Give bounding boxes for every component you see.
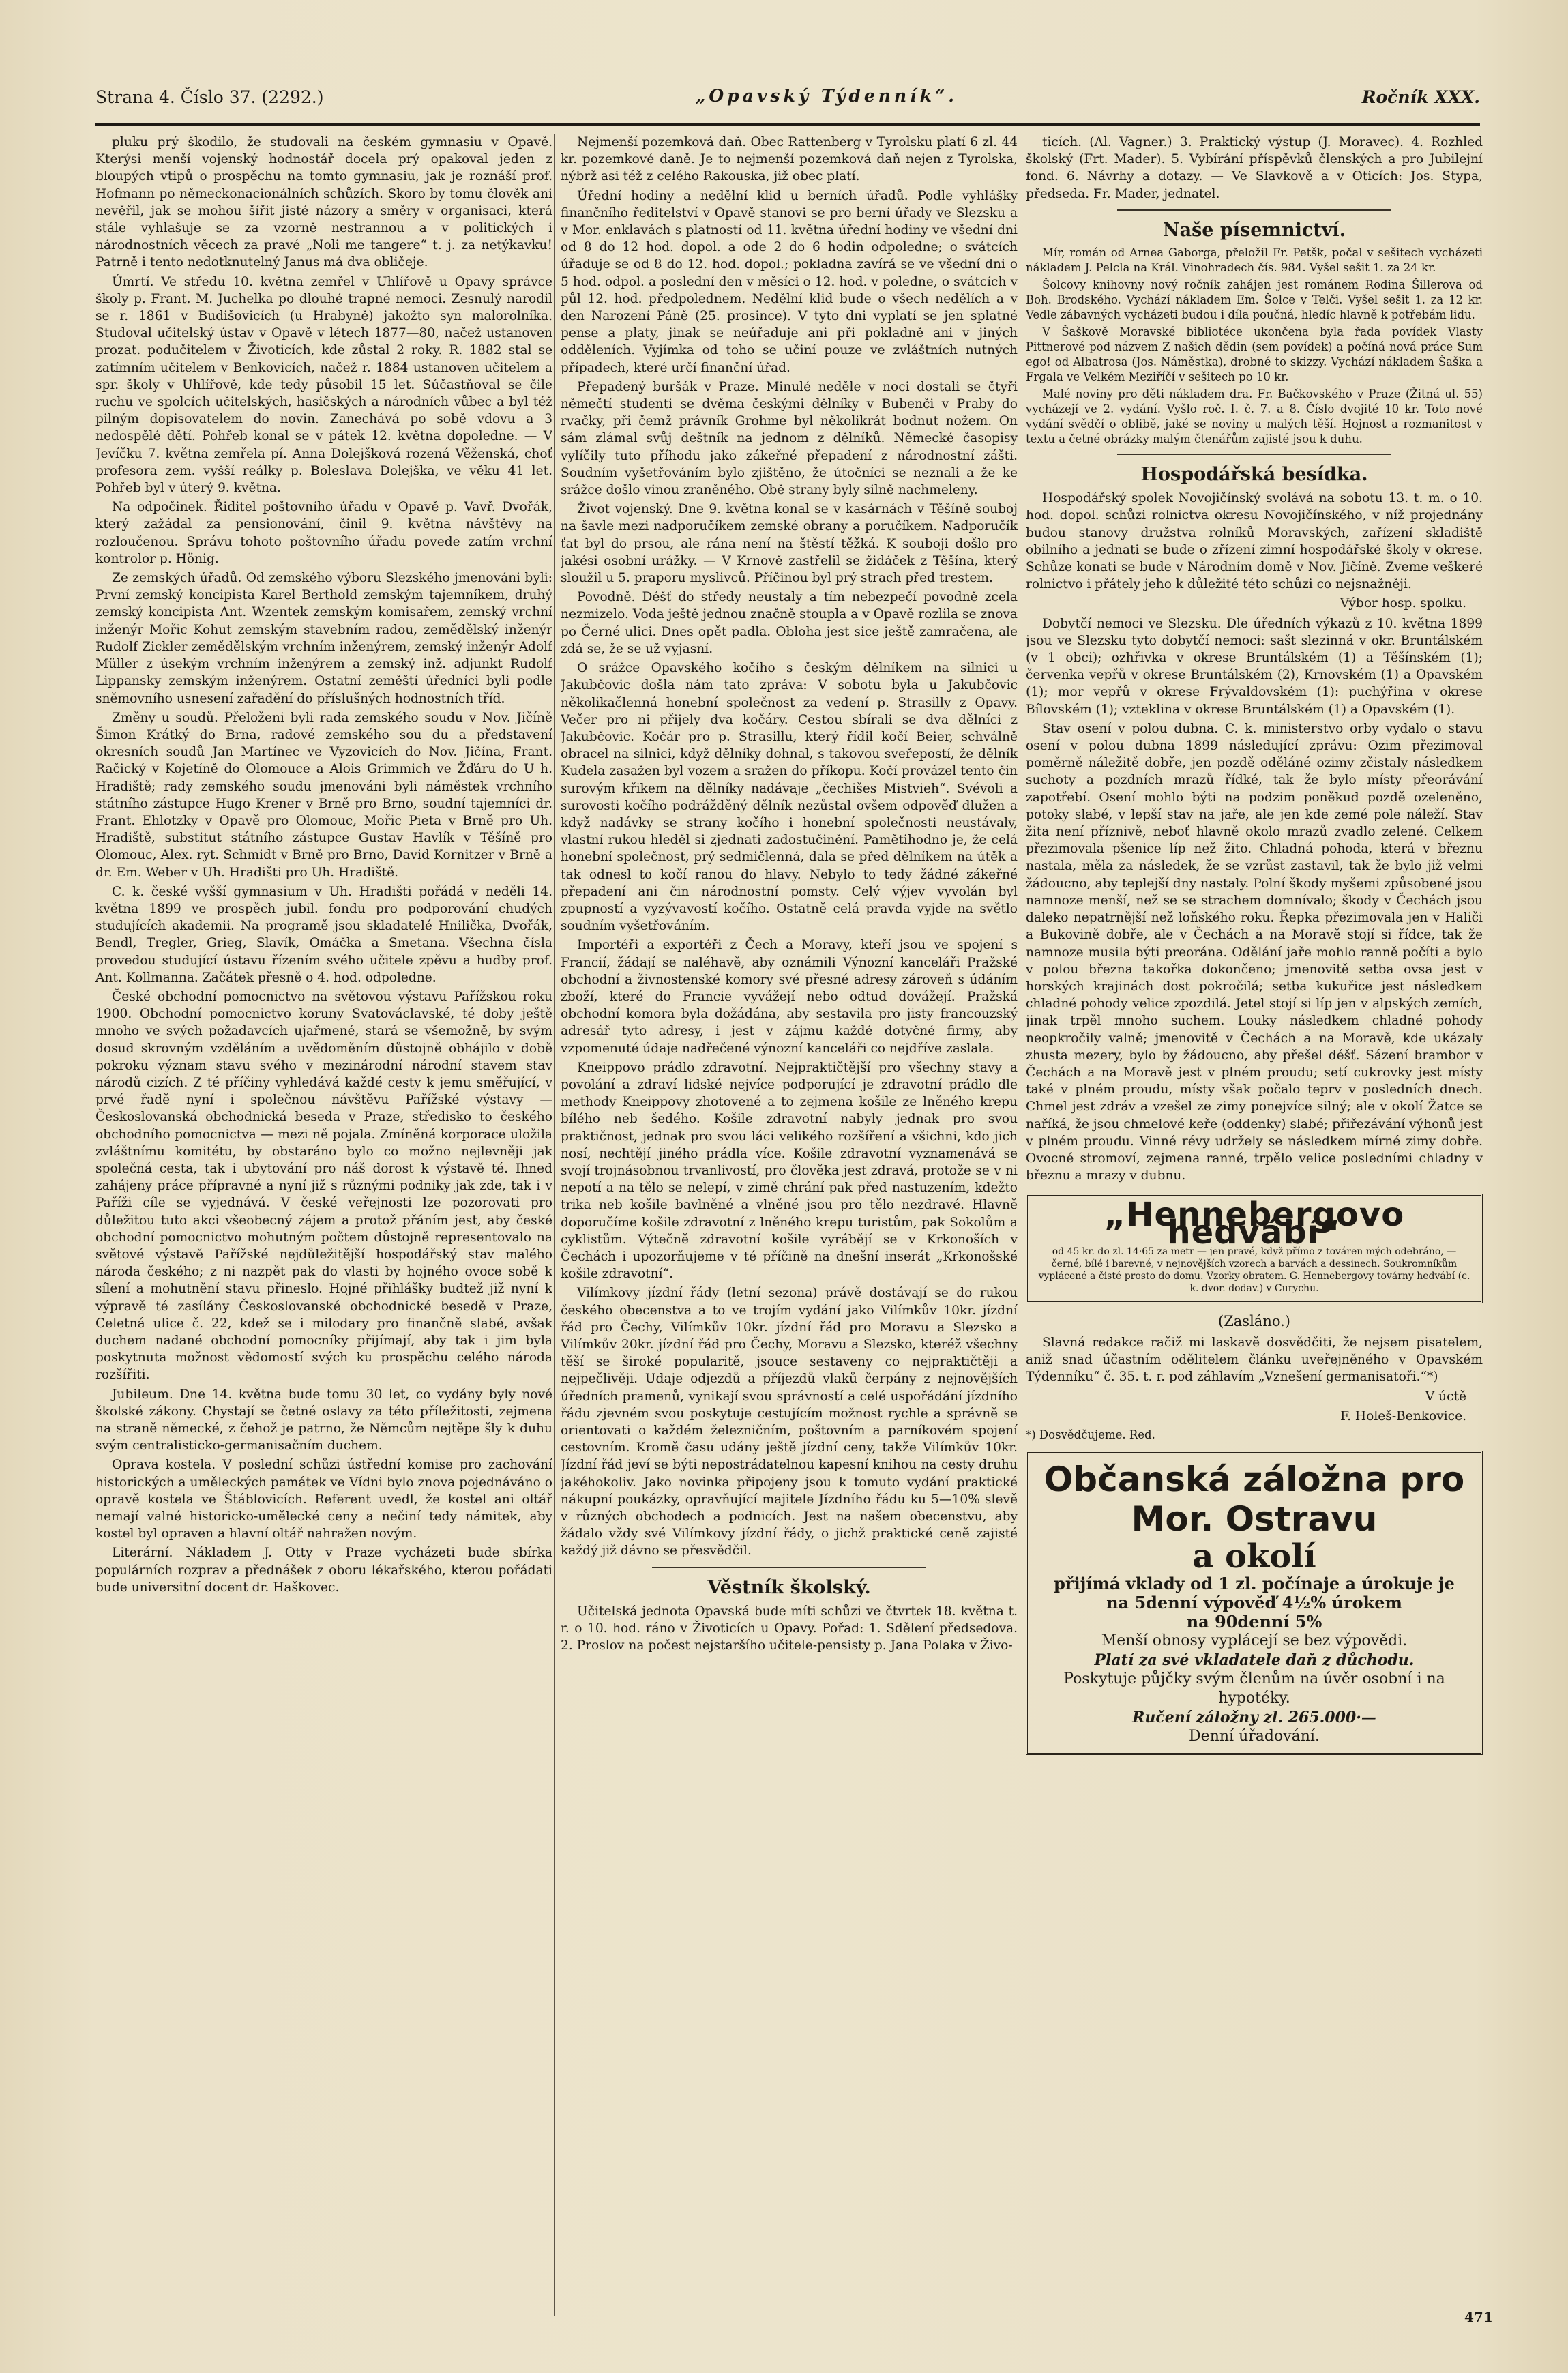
ad-zalozna-line: Ručení záložny zl. 265.000·— (1132, 1708, 1376, 1726)
review-item: Mír, román od Arnea Gaborga, přeložil Fr. Petšk, počal v sešitech vycházeti nákladem J. Pelcla na Král. Vinohradech čís. 984. Vyšel sešit 1. za 24 kr. (1026, 246, 1483, 275)
section-title-hospodarska: Hospodářská besídka. (1140, 464, 1368, 486)
ad-zalozna-line: Platí za své vkladatele daň z důchodu. (1094, 1651, 1415, 1669)
ad-zalozna-subtitle: a okolí (1192, 1537, 1316, 1576)
ad-text: od 45 kr. do zl. 14·65 za metr — jen pravé, když přímo z továren mých odebráno, — černé, bílé i barevné, v nejnovějších vzorech a barvách a dessinech. Soukromníkům vyplácené a čisté prosto do domu. Vzorky obratem. G. Hennebergovy továrny hedvábí (c. k. dvor. dodav.) v Curychu. (1038, 1246, 1470, 1294)
section-title-pisemnictvi: Naše písemnictví. (1162, 219, 1346, 241)
article-kneipp: Kneippovo prádlo zdravotní. Nejpraktičtější pro všechny stavy a povolání a zdraví lidské nejvíce podporující je zdravotní prádlo dle methody Kneippovy zhotovené a to zejmena košile ze lněného krepu bílého neb šedého. Košile zdravotní nabyly jednak pro svou praktičnost, jednak pro svou láci velikého rozšíření a všichni, kdo jich nosí, nechtějí jiného prádla více. Košile zdravotní vyznamenává se svojí trojnásobnou trvanlivostí, pro člověka jest zdravá, protože se v ni nepotí a na tělo se nelepí, v zimě chrání pak před nastuzením, kdežto trika neb košile bavlněné a vlněné jsou pro tělo nezdravé. Hlavně doporučíme košile zdravotní z lněného krepu turistům, pak Sokolům a cyklistům. Výtečně zdravotní košile vyrábějí se v Krkonoších v Čechách i upozorňujeme v té příčině na dnešní inserát „Krkonošské košile zdravotní“. (561, 1060, 1018, 1282)
article-zemske-urady: Ze zemských úřadů. Od zemského výboru Slezského jmenováni byli: První zemský koncipista Karel Berthold zemským tajemníkem, druhý zemský koncipista Ant. Wzentek zemským komisařem, zemský vrchní inženýr Mořic Kohut zemským stavebním radou, zemědělský inženýr Rudolf Zickler zemědělským vrchním inženýrem, zemský inženýr Adolf Müller z úsekým vrchním inženýrem a zemský inž. adjunkt Rudolf Lippansky zemským inženýrem. Ostatní zeměští úředníci byli podle sněmovního usnesení zařadění do příslušných hodnostních tříd. (95, 571, 552, 706)
header-volume: Ročník XXX. (1361, 87, 1480, 107)
zaslano-signature: F. Holeš-Benkovice. (1340, 1409, 1466, 1424)
article-hosp-spolek: Hospodářský spolek Novojičínský svolává na sobotu 13. t. m. o 10. hod. dopol. schůzi rolnictva okresu Novojičínského, v níž projednány budou stanovy družstva rolníků Moravských, zařízení skladiště obilního a jednati se bude o zřízení zimní hospodářské školy v okrese. Schůze konati se bude v Národním domě v Nov. Jičíně. Zveme veškeré rolnictvo i přátely jeho k důležité této schůzi co nejsnažněji. (1026, 491, 1483, 592)
article-obchodni-pomocnictvo: České obchodní pomocnictvo na světovou výstavu Pařížskou roku 1900. Obchodní pomocnictvo koruny Svatováclavské, té doby ještě mnoho ve svých požadavcích ujařmené, stará se všemožně, by svým dosud skrovným vzděláním a uvědoměním důstojně obhájilo v době pokroku význam stavu svého v mezinárodní národní stavem stav národů cizích. Z té příčiny vyhledává každé cesty k jemu směřující, v prvé řadě nyní i společnou návštěvu Pařížské výstavy — Českoslovanská obchodnická beseda v Praze, středisko to českého obchodního pomocnictva — mezi ně pojala. Zmíněná korporace uložila zvláštnímu komitétu, by obstaráno bylo co možno nejlevněji jak společná cesta, tak i ubytování pro náš dorost k výstavě té. Ihned zahájeny práce přípravné a nyní již s různými podniky jak zde, tak i v Paříži cíle se vyjednává. V české veřejnosti lze pozorovati pro důležitou tuto akci všeobecný zájem a protož přáním jest, aby české obchodní pomocnictvo mohutným počtem důstojně representovalo na světové výstavě Pařížské nejdůležitější hospodářský stav malého národa českého; z ni nazpět pak do vlasti by hojného ovoce sobě k sílení a mohutnění stavu přineslo. Hojné přihlášky budtež již nyní k výpravě té zasílány Českoslovanské obchodnické besedě v Praze, Celetná ulice č. 22, kdež se i milodary pro finančně slabé, avšak duchem nadané obchodní pomocníky přijímají, aby tak i jim byla poskytnuta možnost vědomostí svých ku prospěchu celého národa rozšířiti. (95, 989, 552, 1383)
header-page-info: Strana 4. Číslo 37. (2292.) (95, 87, 324, 107)
ad-zalozna-line: přijímá vklady od 1 zl. počínaje a úrokuje je (1054, 1573, 1455, 1593)
column-2 (561, 134, 1018, 2330)
page-number: 471 (1464, 2309, 1493, 2325)
section-title-skolsky: Věstník školský. (707, 1576, 871, 1598)
ad-zalozna-line: na 5denní výpověď 4½% úrokem (1106, 1592, 1402, 1612)
advertisement-zalozna (1026, 1451, 1483, 1755)
ad-title: „Hennebergovo hedvábí“ (1104, 1196, 1405, 1252)
ad-zalozna-line: Menší obnosy vyplácejí se bez výpovědi. (1101, 1632, 1408, 1649)
ad-zalozna-line: Poskytuje půjčky svým členům na úvěr osobní i na hypotéky. (1063, 1670, 1445, 1707)
article-literarni: Literární. Nákladem J. Otty v Praze vycházeti bude sbírka populárních rozprav a přednášek z oboru lékařského, kterou pořádati bude universitní docent dr. Haškovec. (95, 1546, 552, 1595)
article-ucitelska-jednota: Učitelská jednota Opavská bude míti schůzi ve čtvrtek 18. května t. r. o 10. hod. ráno v Životicích u Opavy. Pořad: 1. Sdělení předsedova. 2. Proslov na počest nejstaršího učitele-pensisty p. Jana Polaka v Živo- (561, 1604, 1018, 1653)
article-vilimek: Vilímkovy jízdní řády (letní sezona) právě dostávají se do rukou českého obecenstva a to ve trojím vydání jako Vilímkův 10kr. jízdní řád pro Čechy, Vilímkův 10kr. jízdní řád pro Moravu a Slezsko a Vilímkův 20kr. jízdní řád pro Čechy, Moravu a Slezsko, kteréž všechny těší se široké popularitě, jsouce sestaveny co nejpraktičtěji a nejpečlivěji. Udaje odjezdů a příjezdů vlaků čerpány z nejnovějších úředních pramenů, vynikají svou správností a celé uspořádání jízdního řádu zjevném svou poskytuje cestujícím možnost rychle a správně se orientovati o každém železničním, poštovním a parníkovém spojení cestovním. Kromě času udány ještě jízdní ceny, takže Vilímkův 10kr. Jízdní řád jeví se býti nepostrádatelnou kapesní knihou na cesty druhu jakéhokoliv. Jako novinka připojeny jsou k tomuto vydání praktické nákupní poukázky, opravňující majitele Jízdního řádu ku 5—10% slevě v různých obchodech a podnicích. Jest na našem obecenstvu, aby žádalo vždy své Vilímkovy jízdní řády, o jichž praktické ceně zajisté každý již dávno se přesvědčil. (561, 1286, 1018, 1559)
column-1 (95, 134, 552, 2330)
article-odpocinek: Na odpočinek. Řiditel poštovního úřadu v Opavě p. Vavř. Dvořák, který zažádal za pensionování, činil 9. května návštěvy na rozloučenou. Správu tohoto poštovního úřadu povede zatím vrchní kontrolor p. Hönig. (95, 500, 552, 566)
article-pozemkova-dan: Nejmenší pozemková daň. Obec Rattenberg v Tyrolsku platí 6 zl. 44 kr. pozemkové daně. Je to nejmenší pozemková daň nejen z Tyrolska, nýbrž asi též z celého Rakouska, již obec platí. (561, 135, 1018, 184)
article-uredni-hodiny: Úřední hodiny a nedělní klid u berních úřadů. Podle vyhlášky finančního ředitelství v Opavě stanovi se pro berní úřady ve Slezsku a v Mor. enklavách s platností od 11. května úřední hodiny ve všední dni od 8 do 12 hod. dopol. a ode 2 do 6 hodin odpoledne; o svátcích úřaduje se od 8 do 12. hod. dopol.; pokladna zavírá se ve všední dni o 5 hod. odpol. a poslední den v měsíci o 12. hod. v poledne, o svátcích v půl 12. hod. předpolednem. Nedělní klid bude o všech nedělích a v den Narození Páně (25. prosince). V tyto dni vyplatí se jen splatné pense a platy, jinak se neúřaduje ani při pokladně ani v jiných odděleních. Vyjímka od toho se učiní pouze ve zvláštních nutných případech, které určí finanční úřad. (561, 188, 1018, 375)
ad-zalozna-title: Občanská záložna pro Mor. Ostravu (1044, 1459, 1465, 1539)
article-stav-oseni: Stav osení v polou dubna. C. k. ministerstvo orby vydalo o stavu osení v polou dubna 1899 následující zprávu: Ozim přezimoval poměrně náležitě dobře, jen pozdě oděláné ozimy zčistaly následkem suchoty a pozdních mrazů řídké, tak že bylo místy přeorávání zapotřebí. Osení mohlo býti na podzim poněkud pozdě ozeleněno, potoky slabé, v lepší stav na jaře, ale jen kde zemé pole náleží. Stav žita není příznivě, neboť hlavně okolo mrazů zvadlo zelené. Celkem přezimovala pšenice líp než žito. Chladná pohoda, která v březnu nastala, měla za následek, že se vzrůst zastavil, tak že bylo již velmi žádoucno, aby teplejší dny nastaly. Polní škody myšemi způsobené jsou namnoze menší, než se se strachem domnívalo; škody v Čechách jsou daleko nepatrnější než loňského roku. Řepka přezimovala jen v Haliči a Bukovině dobře, ale v Čechách a na Moravě stojí si řídce, tak že namnoze musila býti preorána. Odělání jaře mohlo ranně počíti a bylo v polou března takořka dokončeno; jmenovitě setba ovsa jest v horských krajinách dost pokročilá; setba kukuřice jest následkem chladné pohody velice zpozdilá. Jetel stojí si líp jen v alpských zemích, jinak trpěl mnoho suchem. Louky následkem chladné pohody neopkročily valně; jmenovitě v Čechách a na Moravě, kde ukázaly zhusta mezery, bylo by žádoucno, aby přešel déšť. Sázení brambor v Čechách a na Moravě jest v plném proudu; setí cukrovky jest místy také v plném proudu, místy však počalo teprv v posledních dnech. Chmel jest zdráv a vzešel ze zimy ponejvíce silný; ale v okolí Žatce se naříká, že jsou chmelové keře (oddenky) slabé; přiřezávání výhonů jest v plném proudu. Vinné révy udržely se následkem mírné zimy dobře. Ovocné stromoví, zejmena ranné, trpělo velice posledními chladny v březnu a mrazy v dubnu. (1026, 721, 1483, 1183)
signature: Výbor hosp. spolku. (1340, 596, 1466, 611)
header-rule (95, 123, 1480, 126)
article-dobytci-nemoci: Dobytčí nemoci ve Slezsku. Dle úředních výkazů z 10. května 1899 jsou ve Slezsku tyto dobytčí nemoci: sašt slezinná v okr. Bruntálském (v 1 obci); ozhřivka v okrese Bruntálském (1) a Těšínském (1); červenka vepřů v okrese Bruntálském (2), Krnovském (1) a Opavském (1); mor vepřů v okrese Frývaldovském (1): puchýřina v okrese Bílovském (1); vzteklina v okrese Bruntálském (1) a Opavském (1). (1026, 616, 1483, 717)
section-separator (1117, 209, 1391, 211)
ad-zalozna-line: Denní úřadování. (1189, 1727, 1320, 1745)
article-continuation: ticích. (Al. Vagner.) 3. Praktický výstup (J. Moravec). 4. Rozhled školský (Frt. Mader). 5. Vybírání příspěvků členských a pro Jubilejní fond. 6. Návrhy a dotazy. — Ve Slavkově a v Oticích: Jos. Stypa, předseda. Fr. Mader, jednatel. (1026, 135, 1483, 201)
article-importeri: Importéři a exportéři z Čech a Moravy, kteří jsou ve spojení s Francií, žádají se naléhavě, aby oznámili Výnozní kanceláři Pražské obchodní a živnostenské komory své přesné adresy zároveň s údáním zboží, které do Francie vyvážejí nebo odtud dovážejí. Pražská obchodní komora byla dožádána, aby sestavila pro jisty francouzský adresář tyto adresy, i jest v zájmu každé dotyčné firmy, aby vzpomenuté údaje nadřečené výnozní kanceláři co nejdříve zaslala. (561, 938, 1018, 1056)
editorial-note: *) Dosvědčujeme. Red. (1026, 1428, 1155, 1441)
article-umrti: Úmrtí. Ve středu 10. května zemřel v Uhlířově u Opavy správce školy p. Frant. M. Juchelka po dlouhé trapné nemoci. Zesnulý narodil se r. 1861 v Budišovicích (u Hrabyně) jakožto syn malorolníka. Studoval učitelský ústav v Opavě v létech 1877—80, načež ustanoven prozat. podučitelem v Životicích, kde zůstal 2 roky. R. 1882 stal se zatímním učitelem v Benkovicích, načež r. 1884 ustanoven učitelem a spr. školy v Uhlířově, kde tedy působil 15 let. Súčastňoval se čile ruchu ve spolcích učitelských, hasičských a národních vůbec a byl též pilným dopisovatelem do novin. Zanechává po sobě vdovu a 3 nedospělé dětí. Pohřeb konal se v pátek 12. května dopoledne. — V Jevíčku 7. května zemřela pí. Anna Dolejšková rozená Věženská, choť profesora zem. vyšší reálky p. Boleslava Dolejška, ve věku 41 let. Pohřeb byl v úterý 9. května. (95, 274, 552, 496)
article-paragraph: pluku prý škodilo, že studovali na českém gymnasiu v Opavě. Kterýsi menší vojenský hodnostář docela prý opakoval jeden z bloupých vtipů o prospěchu na tomto gymnasiu, jak je roznáší prof. Hofmann po německonacionálních schůzích. Skoro by tomu člověk ani nevěřil, jak se mohou šířit jisté názory a směry v organisaci, která stále vyhlašuje se za vzorně nestrannou a v politických i národnostních věcech za pravé „Noli me tangere“ t. j. za netýkavku! Patrně i tento nedotknutelný Janus má dva obličeje. (95, 135, 552, 270)
advertisement-henneberg (1026, 1194, 1483, 1303)
ad-zalozna-line: na 90denní 5% (1186, 1611, 1322, 1632)
page-header (95, 83, 1480, 113)
article-povodne: Povodně. Déšť do středy neustaly a tím nebezpečí povodně zcela nezmizelo. Voda ještě jednou značně stoupla a v Opavě rozlila se znova po Černé ulici. Dnes opět padla. Obloha jest sice ještě zamračena, ale zdá se, že se už vyjasní. (561, 590, 1018, 656)
review-item: Šolcovy knihovny nový ročník zahájen jest románem Rodina Šillerova od Boh. Brodského. Vychází nákladem Em. Šolce v Telči. Vyšel sešit 1. za 12 kr. Vedle zábavných vycházeti budou i díla poučná, hledíc hlavně k potřebám lidu. (1026, 278, 1483, 322)
section-separator (652, 1567, 926, 1568)
review-item: V Šaškově Moravské bibliotéce ukončena byla řada povídek Vlasty Pittnerové pod názvem Z našich dědin (sem povídek) a počíná nová práce Sum ego! od Albatrosa (Jos. Náměstka), drobné to skizzy. Vychází nákladem Šaška a Frgala ve Velkém Meziříčí v sešitech po 10 kr. (1026, 325, 1483, 384)
zaslano-text: Slavná redakce račiž mi laskavě dosvědčiti, že nejsem pisatelem, aniž snad účastním odělitelem článku uveřejněného v Opavském Týdenníku“ č. 35. t. r. pod záhlavím „Vznešení germanisatoři.“*) (1026, 1335, 1483, 1385)
article-jubileum: Jubileum. Dne 14. května bude tomu 30 let, co vydány byly nové školské zákony. Chystají se četné oslavy za této příležitosti, zejmena na straně německé, z čehož je patrno, že Němcům nejtěpe šly k duhu svým centralisticko-germanisačním duchem. (95, 1387, 552, 1454)
article-gymnasium: C. k. české vyšší gymnasium v Uh. Hradišti pořádá v neděli 14. května 1899 ve prospěch jubil. fondu pro podporování chudých studujících akademii. Na programě jsou skladatelé Hnilička, Dvořák, Bendl, Tregler, Grieg, Slavík, Omáčka a Smetana. Všechna čísla provedou studující ústavu řízením svého učitele zpěvu a hudby prof. Ant. Kollmanna. Začátek přesně o 4. hod. odpoledne. (95, 884, 552, 985)
review-item: Malé noviny pro děti nákladem dra. Fr. Bačkovského v Praze (Žitná ul. 55) vycházejí ve 2. vydání. Vyšlo roč. I. č. 7. a 8. Číslo dvojité 10 kr. Toto nové vydání svědčí o oblibě, jaké se noviny u malých těší. Hojnost a rozmanitost v textu a četné obrázky malým čtenářům zajisté jsou k duhu. (1026, 387, 1483, 446)
article-srazka: O srážce Opavského kočího s českým dělníkem na silnici u Jakubčovic došla nám tato zpráva: V sobotu byla u Jakubčovic několikačlenná honební společnost za vedení p. Strasilly z Opavy. Večer pro ni přijely dva kočáry. Cestou sbírali se dva dělníci z Jakubčovic. Kočár pro p. Strasillu, který řídil kočí Beier, schválně obracel na silnici, když dělníky dohnal, s takovou sveřepostí, že dělník Kudela zasažen byl vozem a sražen do příkopu. Kočí provázel tento čin surovým křikem na dělníky nadávaje „čechišes Mistvieh“. Svévoli a surovosti kočího podrážděný dělník nezůstal ovšem odpověď dlužen a když nadávky se strany kočího i honební společnosti neustávaly, vlastní rukou hleděl si zjednati zadostučinění. Pamětihodno je, že celá honební společnost, prý sedmičlenná, dala se před dělníkem na útěk a tak odnesl to kočí ranou do hlavy. Nebylo to tedy žádné zákeřné přepadení ani čin národnostní pomsty. Celý výjev vyvolán byl zpupností a vyzývavostí kočího. Ostatně celá pravda vyjde na světlo soudním vyšetřováním. (561, 661, 1018, 934)
column-divider (554, 134, 555, 2316)
article-zmeny-soudu: Změny u soudů. Přeloženi byli rada zemského soudu v Nov. Jičíně Šimon Krátký do Brna, radové zemského sou du a představení okresních soudů Jan Martínec ve Vyzovicích do Nov. Jičína, Frant. Račický v Kojetíně do Olomouce a Alois Grimmich ve Žďáru do U h. Hradiště; rady zemského soudu jmenováni byli náměstek vrchního státního zástupce Hugo Krener v Brně pro Brno, soudní tajemníci dr. Frant. Ehlotzky v Opavě pro Olomouc, Mořic Pieta v Brně pro Uh. Hradiště, substitut státního zástupce Gustav Havlík v Těšíně pro Olomouc, Alex. ryt. Schmidt v Brně pro Brno, David Kornitzer v Brně a dr. Em. Weber v Uh. Hradišti pro Uh. Hradiště. (95, 710, 552, 880)
article-bursak: Přepadený buršák v Praze. Minulé neděle v noci dostali se čtyři němečtí studenti se dvěma českými dělníky v Bubenči v Praby do rvačky, při čemž právník Grohme byl několikrát bodnut nožem. On sám zlámal svůj deštník na jednom z dělníků. Německé časopisy vylíčily tuto příhodu jako zákeřné přepadení z národnostní zášti. Soudním vyšetřováním bylo zjištěno, že útočníci se neznali a že ke srážce došlo vinou zraněného. Obě strany byly silně nachmeleny. (561, 379, 1018, 498)
zaslano-greeting: V úctě (1425, 1389, 1466, 1404)
zaslano-title: (Zasláno.) (1218, 1312, 1290, 1329)
section-separator (1117, 454, 1391, 455)
article-zivot-vojensky: Život vojenský. Dne 9. května konal se v kasárnách v Těšíně souboj na šavle mezi nadporučíkem zemské obrany a poručíkem. Nadporučík ťat byl do prsou, ale rána není na štěstí těžká. K souboji došlo pro jakési osobní urážky. — V Krnově zastřelil se židáček z Těšína, který sloužil u 5. praporu myslivců. Příčinou byl prý strach před trestem. (561, 502, 1018, 586)
header-masthead: „Opavský Týdenník“. (696, 86, 958, 106)
article-oprava-kostela: Oprava kostela. V poslední schůzi ústřední komise pro zachování historických a uměleckých památek ve Vídni bylo znova pojednáváno o opravě kostela ve Štáblovicích. Referent uvedl, že kostel ani oltář nemají valné historicko-umělecké ceny a nečiní tedy námitek, aby kostel byl opraven a hlavní oltář nahražen novým. (95, 1458, 552, 1542)
column-3 (1026, 134, 1483, 2330)
